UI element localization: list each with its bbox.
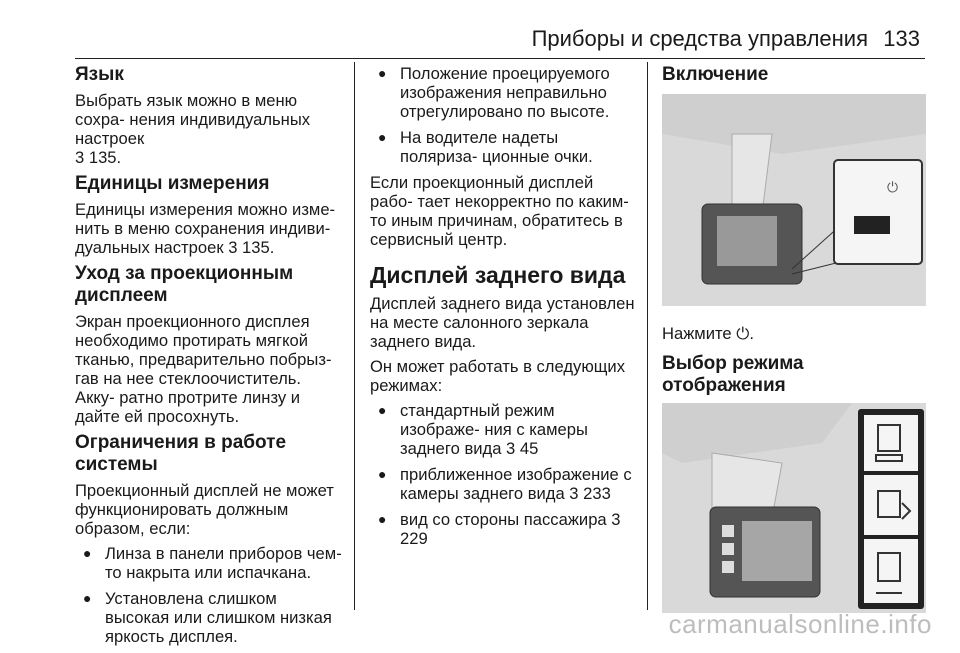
conditions-list: [370, 64, 638, 166]
heading-language: Язык: [75, 64, 124, 85]
heading-care: Уход за проекционным дисплеем: [75, 263, 294, 306]
header-rule: [75, 58, 925, 59]
list-item: ● приближенное изображение с камеры заднего вида 3 233: [370, 465, 638, 503]
modes-list: [370, 401, 638, 548]
para-units: Единицы измерения можно изме- нить в меню сохранения индиви- дуальных настроек 3 135.: [75, 200, 336, 257]
figure-rear-display-switch: [662, 94, 926, 306]
list-item: ● На водителе надеты поляриза- ционные очки.: [370, 128, 638, 166]
para-service: Если проекционный дисплей рабо- тает некорректно по каким-то иным причинам, обратитесь в сервисный центр.: [370, 173, 629, 249]
list-item: ● Положение проецируемого изображения неправильно отрегулировано по высоте.: [370, 64, 638, 121]
header-title: Приборы и средства управления: [531, 26, 868, 51]
ref-language[interactable]: 3 135.: [75, 148, 122, 167]
para-language: Выбрать язык можно в меню сохра- нения индивидуальных настроек: [75, 91, 311, 148]
page-number: 133: [883, 26, 920, 51]
column-3: [662, 64, 928, 613]
display-modes-illustration-icon: [662, 403, 926, 613]
column-2: [370, 64, 638, 555]
para-limits: Проекционный дисплей не может функционировать должным образом, если:: [75, 481, 334, 538]
list-item: ● стандартный режим изображе- ния с камеры заднего вида 3 45: [370, 401, 638, 458]
svg-text:⏻: ⏻: [887, 179, 899, 195]
heading-units: Единицы измерения: [75, 173, 270, 194]
list-item: ● Линза в панели приборов чем- то накрыта или испачкана.: [75, 544, 343, 582]
page-header: [0, 26, 960, 60]
figure-display-modes: [662, 403, 926, 613]
list-item: ● вид со стороны пассажира 3 229: [370, 510, 638, 548]
heading-limits: Ограничения в работе системы: [75, 432, 287, 475]
heading-switch-on: Включение: [662, 64, 769, 85]
para-press: Нажмите ⏻.: [662, 324, 754, 343]
column-divider: [647, 62, 648, 610]
para-rear-1: Дисплей заднего вида установлен на месте салонного зеркала заднего вида.: [370, 294, 635, 351]
column-1: [75, 64, 343, 653]
rear-mirror-illustration-icon: [662, 94, 926, 306]
watermark: carmanualsonline.info: [668, 609, 932, 639]
para-care: Экран проекционного дисплея необходимо протирать мягкой тканью, предварительно побрыз- гав на нее стеклоочиститель. Акку- ратно протрите линзу и дайте ей просохнуть.: [75, 312, 332, 426]
list-item: ● Установлена слишком высокая или слишком низкая яркость дисплея.: [75, 589, 343, 646]
para-rear-2: Он может работать в следующих режимах:: [370, 357, 625, 395]
heading-mode-select: Выбор режима отображения: [662, 353, 804, 396]
column-divider: [354, 62, 355, 610]
heading-rear-display: Дисплей заднего вида: [370, 262, 626, 288]
limits-list: [75, 544, 343, 646]
